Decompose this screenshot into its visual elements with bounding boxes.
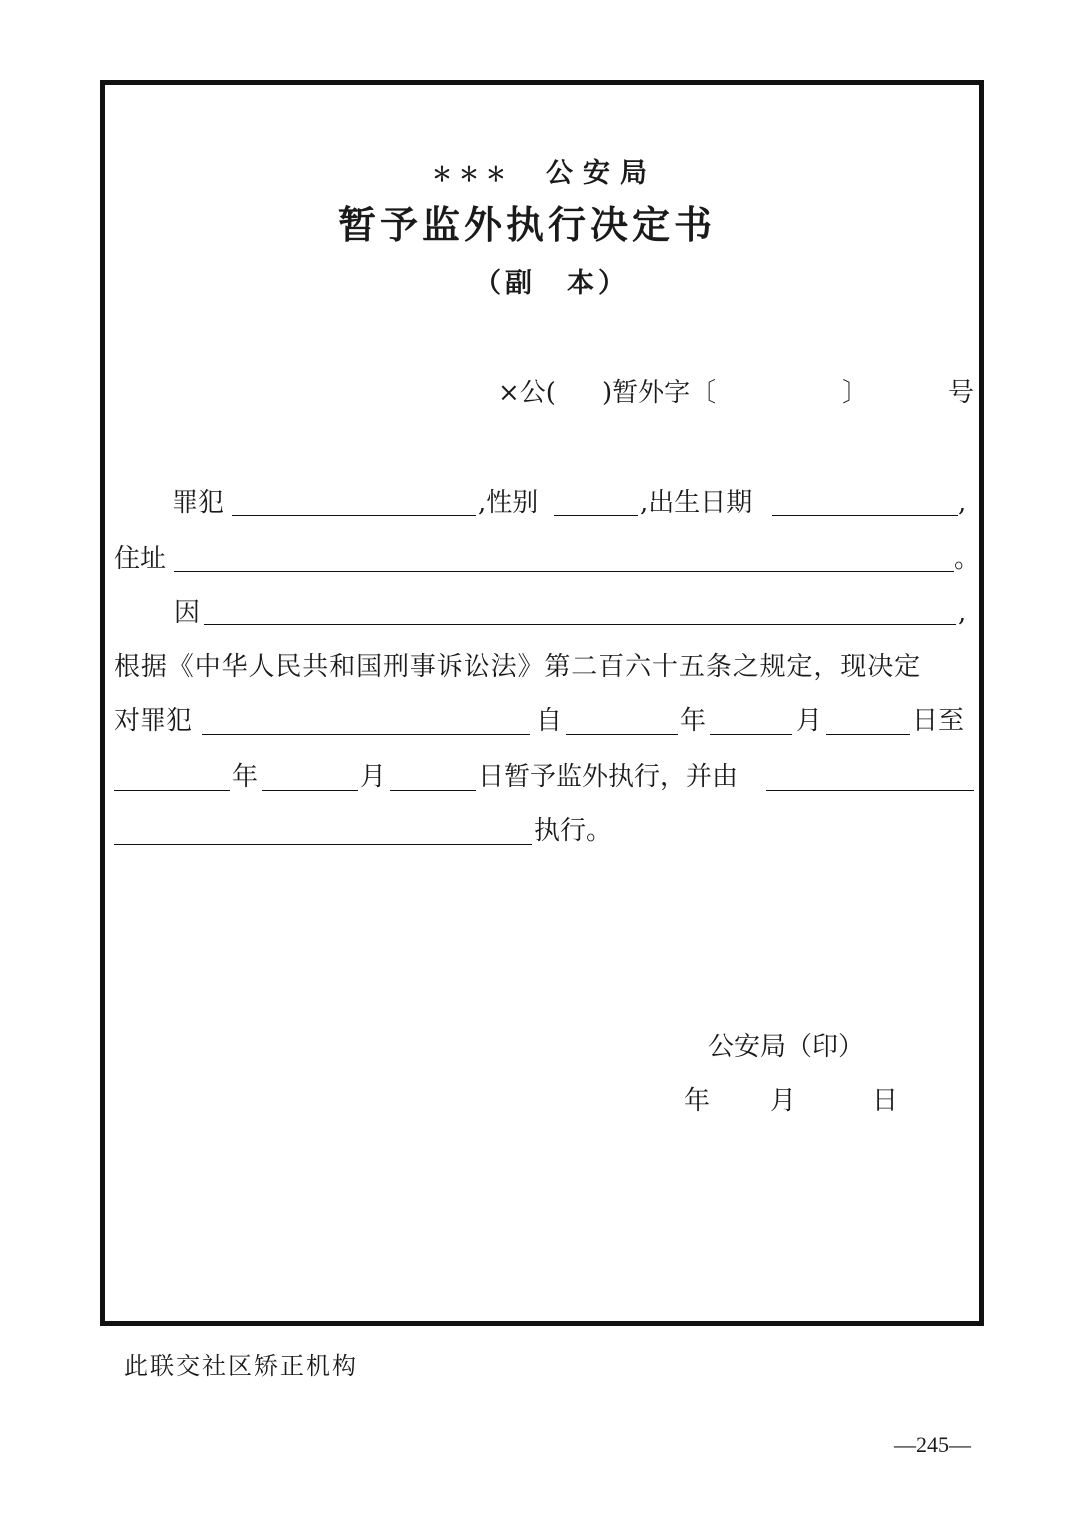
blank-gender[interactable] <box>554 515 638 516</box>
agency-name: 公安局 <box>546 158 657 189</box>
label-reason: 因 <box>174 598 201 628</box>
label-start-day-to: 日至 <box>912 706 965 736</box>
label-birthdate: ,出生日期 <box>640 488 753 518</box>
blank-reason[interactable] <box>204 624 956 625</box>
document-title: 暂予监外执行决定书 <box>338 202 717 247</box>
seal-label: 公安局（印） <box>708 1032 865 1062</box>
label-criminal: 罪犯 <box>172 488 225 518</box>
label-gender: ,性别 <box>478 488 539 518</box>
blank-criminal-name[interactable] <box>232 515 476 516</box>
blank-end-month[interactable] <box>262 790 358 791</box>
date-month-label: 月 <box>770 1086 797 1116</box>
blank-executing-agency-cont[interactable] <box>114 844 532 845</box>
date-year-label: 年 <box>684 1086 711 1116</box>
label-end-month: 月 <box>360 762 387 792</box>
blank-start-year[interactable] <box>566 734 678 735</box>
blank-end-year[interactable] <box>114 790 230 791</box>
blank-start-month[interactable] <box>710 734 792 735</box>
blank-end-day[interactable] <box>390 790 476 791</box>
blank-birthdate[interactable] <box>772 515 958 516</box>
label-to-criminal: 对罪犯 <box>114 706 193 736</box>
doc-number-suffix: 号 <box>948 378 975 408</box>
legal-basis-text: 根据《中华人民共和国刑事诉讼法》第二百六十五条之规定，现决定 <box>114 652 922 682</box>
blank-start-day[interactable] <box>826 734 910 735</box>
agency-stars: ＊ ＊ ＊ <box>432 162 506 186</box>
comma-reason: , <box>958 598 967 628</box>
doc-number-middle: )暂外字〔 <box>602 378 717 408</box>
label-address: 住址 <box>114 544 167 574</box>
label-end-day-execute: 日暂予监外执行，并由 <box>478 762 739 792</box>
copy-label: （副 本） <box>474 268 629 299</box>
footer-note: 此联交社区矫正机构 <box>124 1352 358 1380</box>
label-start-year: 年 <box>680 706 707 736</box>
doc-number-bracket-close: 〕 <box>842 378 869 408</box>
blank-executing-agency[interactable] <box>766 790 974 791</box>
page-number: —245— <box>894 1432 971 1457</box>
period-address: 。 <box>954 544 981 574</box>
doc-number-prefix: ×公( <box>498 378 556 408</box>
label-start-month: 月 <box>796 706 823 736</box>
blank-criminal-name-2[interactable] <box>202 734 530 735</box>
label-from: 自 <box>536 706 563 736</box>
date-day-label: 日 <box>872 1086 899 1116</box>
label-execute: 执行。 <box>534 816 613 846</box>
label-end-year: 年 <box>232 762 259 792</box>
comma-1: , <box>958 488 967 518</box>
blank-address[interactable] <box>174 571 954 572</box>
